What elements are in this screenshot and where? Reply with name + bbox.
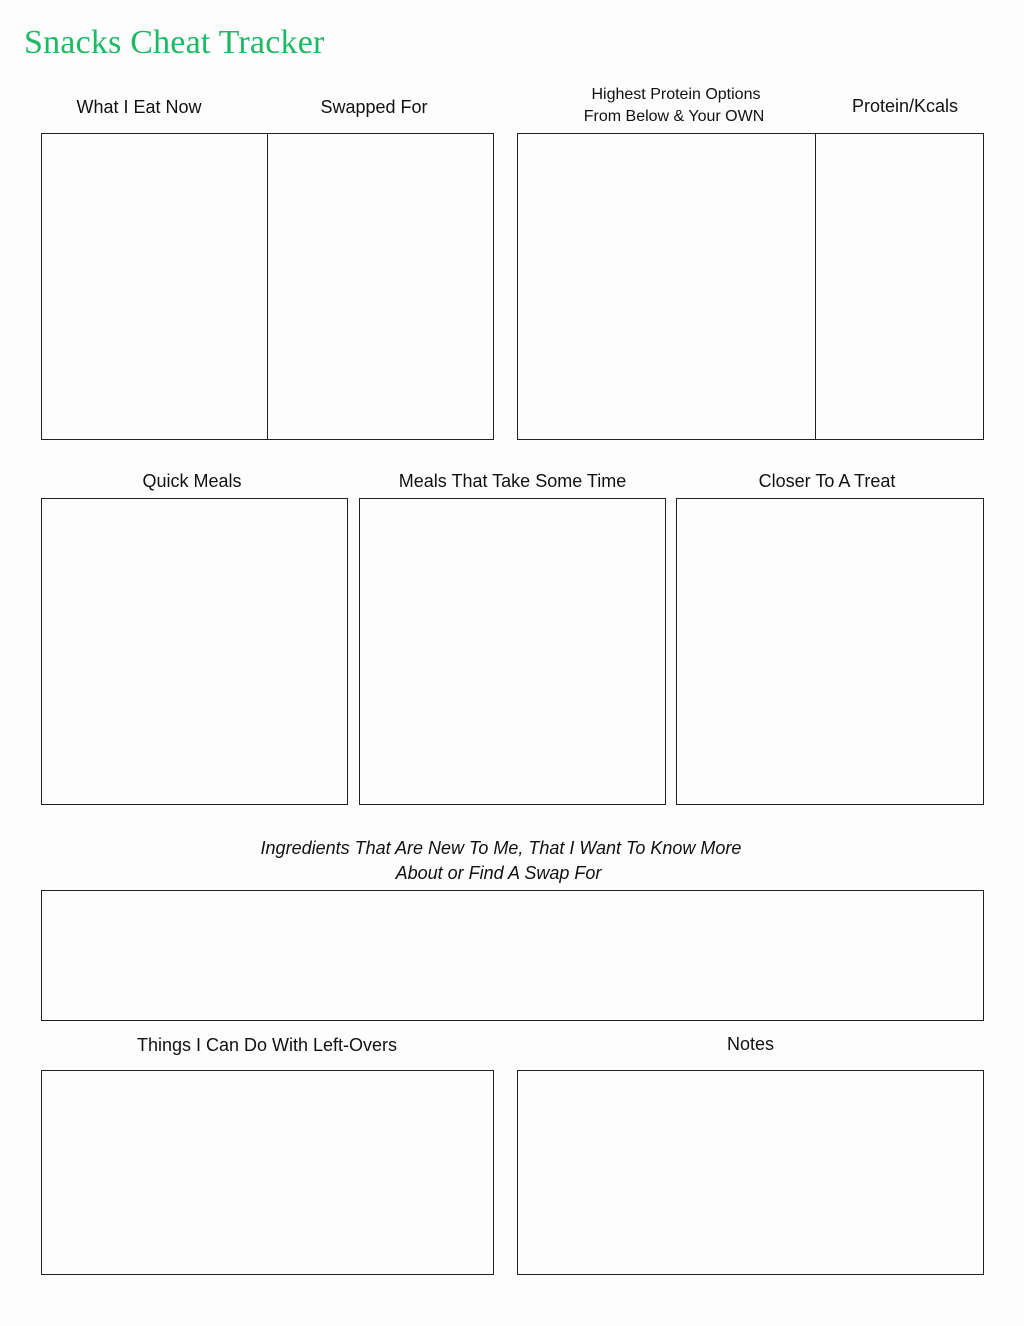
page-title: Snacks Cheat Tracker — [24, 24, 325, 61]
closer-to-treat-box[interactable] — [676, 498, 984, 805]
ingredients-label-line2: About or Find A Swap For — [395, 863, 602, 883]
meals-take-time-box[interactable] — [359, 498, 666, 805]
protein-kcals-label: Protein/Kcals — [851, 96, 959, 116]
leftovers-label: Things I Can Do With Left-Overs — [136, 1035, 398, 1055]
swapped-for-label: Swapped For — [320, 97, 428, 117]
quick-meals-label: Quick Meals — [142, 471, 242, 491]
protein-options-divider — [815, 133, 816, 440]
meals-take-time-label: Meals That Take Some Time — [398, 471, 627, 491]
protein-options-box[interactable] — [517, 133, 984, 440]
ingredients-box[interactable] — [41, 890, 984, 1021]
notes-box[interactable] — [517, 1070, 984, 1275]
quick-meals-box[interactable] — [41, 498, 348, 805]
highest-protein-label-line2: From Below & Your OWN — [583, 108, 765, 125]
leftovers-box[interactable] — [41, 1070, 494, 1275]
notes-label: Notes — [726, 1034, 775, 1054]
what-i-eat-now-label: What I Eat Now — [76, 97, 202, 117]
what-i-eat-swapped-divider — [267, 133, 268, 440]
highest-protein-label-line1: Highest Protein Options — [591, 86, 761, 103]
closer-to-treat-label: Closer To A Treat — [758, 471, 896, 491]
ingredients-label-line1: Ingredients That Are New To Me, That I Want To Know More — [260, 838, 742, 858]
